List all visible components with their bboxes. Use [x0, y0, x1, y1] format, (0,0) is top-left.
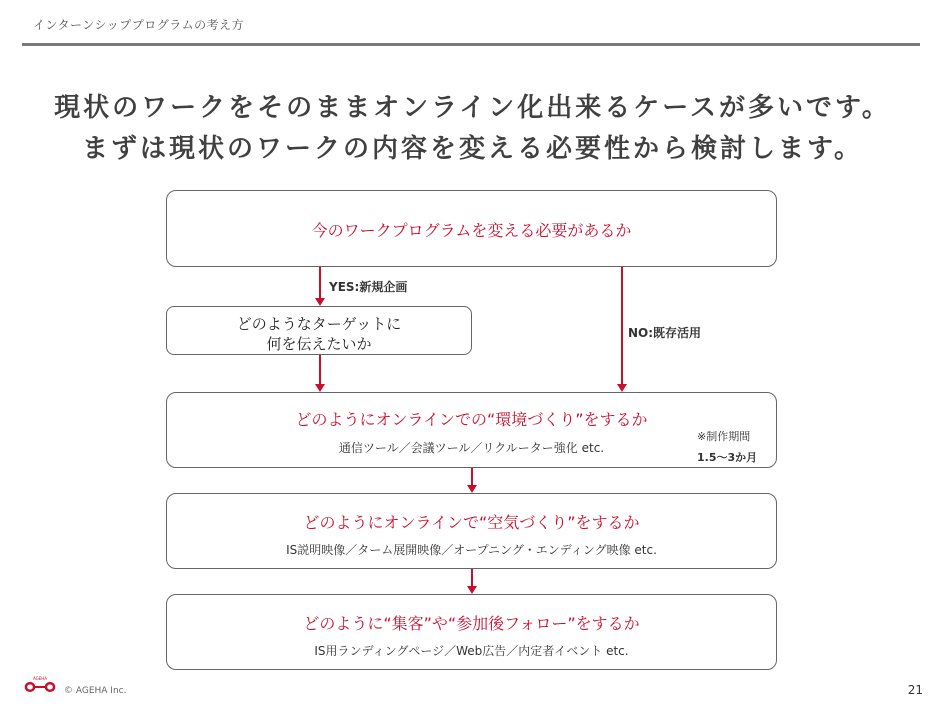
- step-atmosphere-title: どのようにオンラインで“空気づくり”をするか: [303, 513, 640, 532]
- step-recruit-sub: IS用ランディングページ／Web広告／内定者イベント etc.: [314, 644, 629, 658]
- step-environment-box: [166, 392, 777, 468]
- yes-label: YES:新規企画: [329, 280, 408, 294]
- target-box: [166, 306, 472, 355]
- arrow-step2-to-step3-head: [467, 586, 477, 594]
- production-period-value: 1.5～3か月: [697, 451, 758, 464]
- no-label: NO:既存活用: [628, 326, 702, 340]
- arrow-yes-head: [315, 298, 325, 306]
- page-header-title: インターンシッププログラムの考え方: [33, 18, 245, 32]
- step-atmosphere-sub: IS説明映像／ターム展開映像／オープニング・エンディング映像 etc.: [286, 543, 657, 557]
- step-recruit-box: [166, 594, 777, 670]
- production-period-label: ※制作期間: [697, 430, 751, 443]
- step-recruit-title: どのように“集客”や“参加後フォロー”をするか: [303, 614, 640, 633]
- step-atmosphere-box: [166, 493, 777, 569]
- logo-text: AGEHA: [32, 676, 48, 681]
- question-box: [166, 190, 777, 267]
- arrow-target-to-step1-head: [315, 384, 325, 392]
- target-line-1: どのようなターゲットに: [236, 315, 402, 333]
- headline-line-2: まずは現状のワークの内容を変える必要性から検討します。: [82, 134, 863, 164]
- page-number: 21: [907, 683, 923, 697]
- ageha-logo: [20, 675, 60, 703]
- headline-line-1: 現状のワークをそのままオンライン化出来るケースが多いです。: [54, 93, 891, 123]
- arrow-no-head: [617, 384, 627, 392]
- target-line-2: 何を伝えたいか: [266, 335, 372, 353]
- question-text: 今のワークプログラムを変える必要があるか: [311, 221, 632, 240]
- step-environment-sub: 通信ツール／会議ツール／リクルーター強化 etc.: [338, 441, 605, 455]
- copyright-text: © AGEHA Inc.: [64, 686, 127, 696]
- arrow-step1-to-step2-head: [467, 485, 477, 493]
- step-environment-title: どのようにオンラインでの“環境づくり”をするか: [295, 410, 648, 429]
